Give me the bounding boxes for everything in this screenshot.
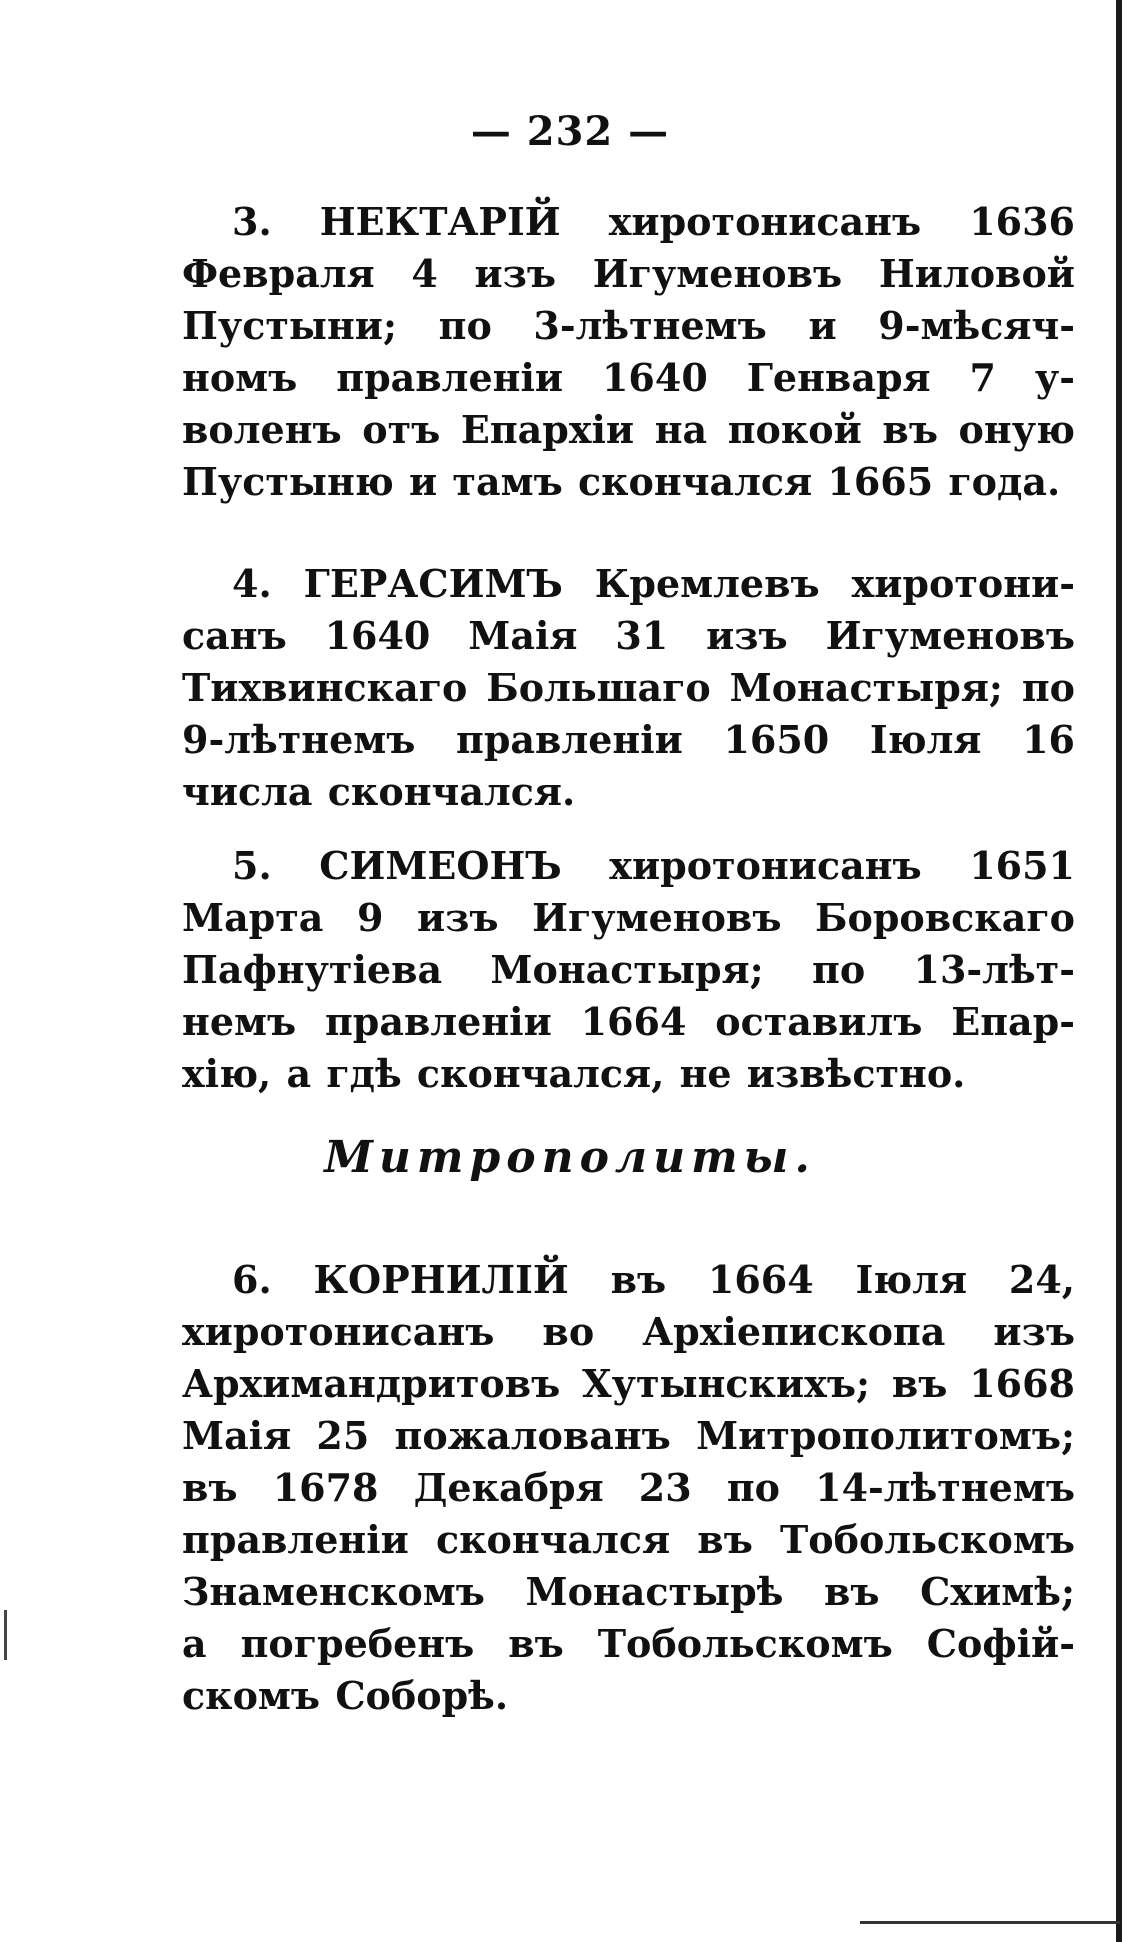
entry-line: Марта 9 изъ Игуменовъ Боровскаго [182, 895, 1075, 940]
entry-line: Архимандритовъ Хутынскихъ; въ 1668 [182, 1361, 1075, 1406]
entry-line: скомъ Соборѣ. [182, 1673, 509, 1718]
entry-line: номъ правленіи 1640 Генваря 7 у- [182, 355, 1075, 400]
entry-line: санъ 1640 Маія 31 изъ Игуменовъ [182, 613, 1075, 658]
entry-line: Пустыни; по 3-лѣтнемъ и 9-мѣсяч- [182, 303, 1075, 348]
entry-line: 6. КОРНИЛІЙ въ 1664 Іюля 24, [232, 1257, 1075, 1302]
page-number: — 232 — [470, 108, 670, 155]
entry-line: хію, а гдѣ скончался, не извѣстно. [182, 1051, 966, 1096]
bottom-edge-mark [860, 1921, 1120, 1924]
page-edge-rule [1116, 0, 1122, 1942]
entry-line: числа скончался. [182, 769, 576, 814]
entry-line: воленъ отъ Епархіи на покой въ оную [182, 407, 1075, 452]
entry-line: Пустыню и тамъ скончался 1665 года. [182, 459, 1061, 504]
entry-line: Тихвинскаго Большаго Монастыря; по [182, 665, 1075, 710]
left-edge-mark [4, 1610, 7, 1660]
entry-line: 3. НЕКТАРІЙ хиротонисанъ 1636 [232, 199, 1075, 244]
entry-line: а погребенъ въ Тобольскомъ Софій- [182, 1621, 1075, 1666]
entry-line: Знаменскомъ Монастырѣ въ Схимѣ; [182, 1569, 1075, 1614]
entry-line: Пафнутіева Монастыря; по 13-лѣт- [182, 947, 1075, 992]
entry-line: Маія 25 пожалованъ Митрополитомъ; [182, 1413, 1075, 1458]
entry-line: въ 1678 Декабря 23 по 14-лѣтнемъ [182, 1465, 1075, 1510]
entry-line: 5. СИМЕОНЪ хиротонисанъ 1651 [232, 843, 1075, 888]
entry-nektariy [182, 196, 1075, 508]
entry-line: 4. ГЕРАСИМЪ Кремлевъ хиротони- [232, 561, 1075, 606]
entry-line: правленіи скончался въ Тобольскомъ [182, 1517, 1075, 1562]
entry-line: хиротонисанъ во Архіепископа изъ [182, 1309, 1075, 1354]
section-heading: Митрополиты. [324, 1132, 816, 1183]
entry-gerasim [182, 558, 1075, 818]
entry-line: немъ правленіи 1664 оставилъ Епар- [182, 999, 1075, 1044]
entry-korniliy [182, 1254, 1075, 1722]
entry-line: 9-лѣтнемъ правленіи 1650 Іюля 16 [182, 717, 1075, 762]
entry-line: Февраля 4 изъ Игуменовъ Ниловой [182, 251, 1075, 296]
entry-simeon [182, 840, 1075, 1100]
